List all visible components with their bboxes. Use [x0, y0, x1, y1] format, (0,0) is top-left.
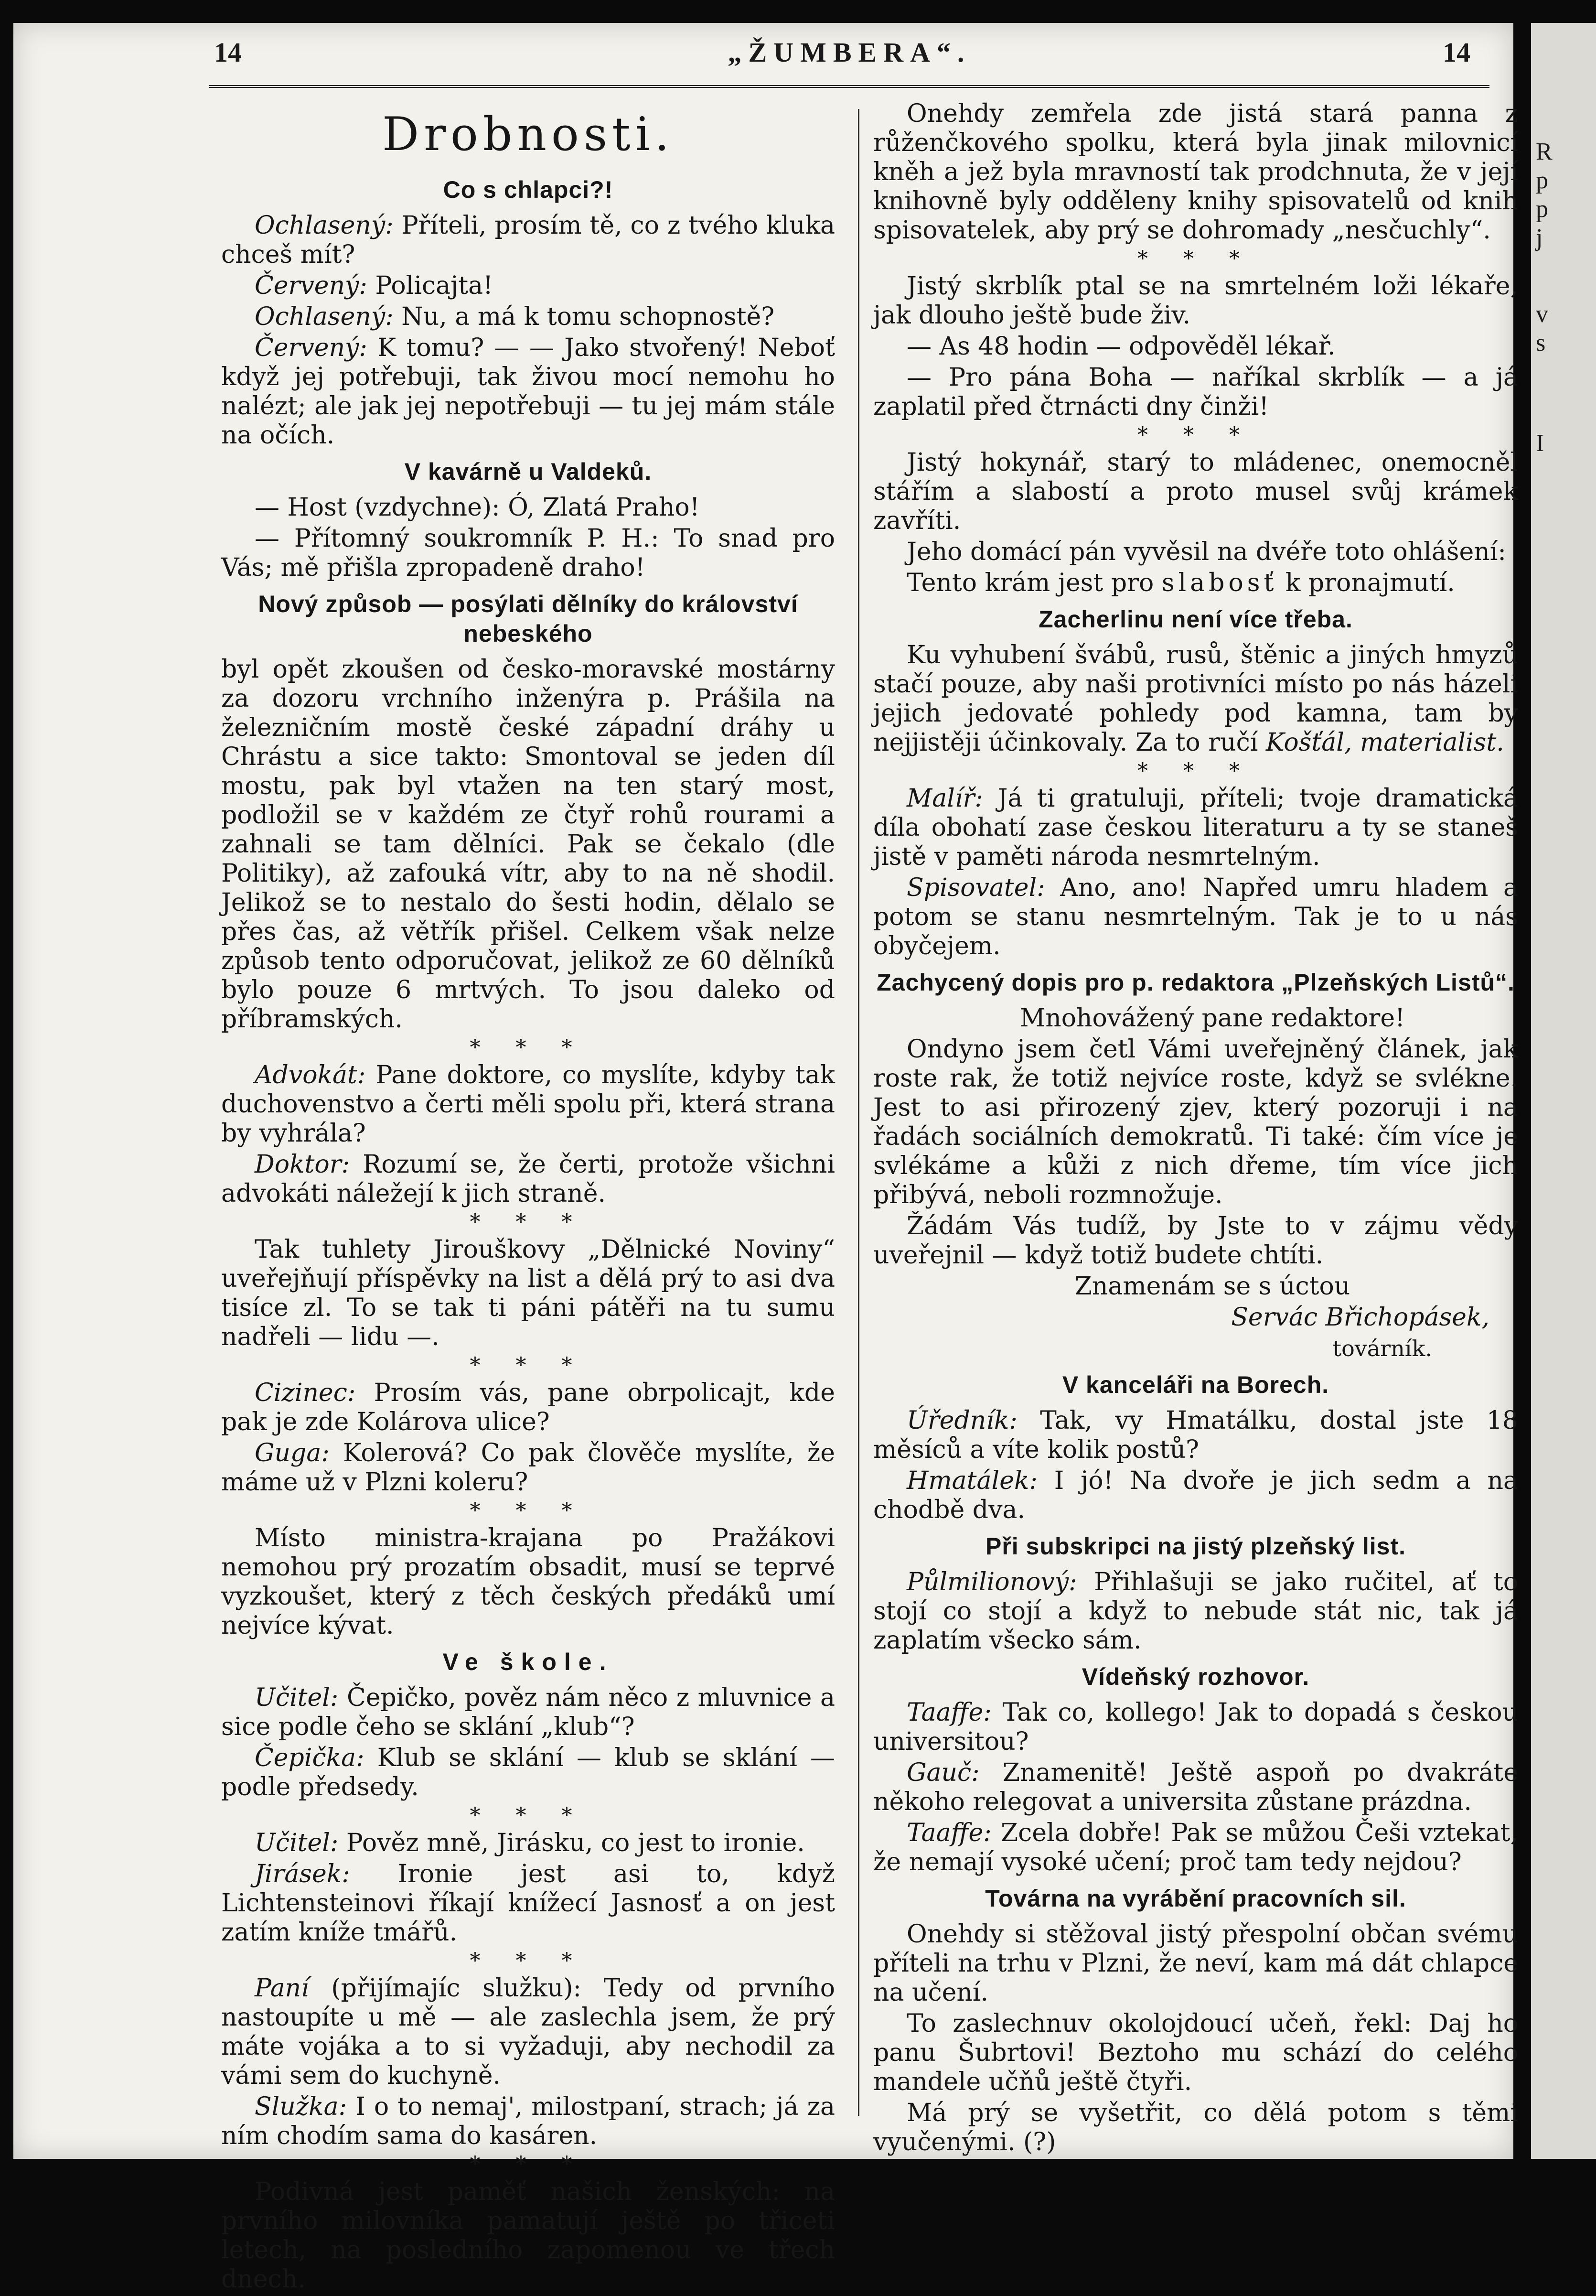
paragraph: Místo ministra-krajana po Pražákovi nemohou prý prozatím obsadit, musí se teprvé vyzkoušet, který z těch českých předáků umí nejvíce kývat. [221, 1524, 835, 1640]
page-number-right: 14 [1443, 37, 1470, 68]
speaker: Červený: [255, 271, 367, 300]
dialogue-line: Malíř: Já ti gratuluji, příteli; tvoje dramatická díla obohatí zase českou literaturu a ty se staneš jistě v paměti národa nesmrtelným. [873, 784, 1518, 871]
separator-stars: * * * [470, 1949, 587, 1973]
article-heading: Nový způsob — posýlati dělníky do království nebeského [258, 591, 798, 647]
dialogue-line: Ochlasený: Příteli, prosím tě, co z tvého kluka chceš mít? [221, 211, 835, 269]
separator-stars: * * * [470, 1803, 587, 1828]
separator-stars: * * * [1137, 759, 1254, 783]
article-heading: V kanceláři na Borech. [1062, 1371, 1329, 1398]
dialogue-line: Půlmilionový: Přihlašuji se jako ručitel, ať to stojí co stojí a když to nebude stát nic, tak já zaplatím všecko sám. [873, 1568, 1518, 1655]
separator-stars: * * * [1137, 423, 1254, 447]
dialogue-line: Hmatálek: I jó! Na dvoře je jich sedm a na chodbě dva. [873, 1466, 1518, 1524]
speaker: Ochlasený: [255, 211, 394, 240]
speaker: Půlmilionový: [907, 1568, 1077, 1596]
paragraph: Žádám Vás tudíž, by Jste to v zájmu vědy uveřejnil — když totiž budete chtíti. [873, 1212, 1518, 1270]
dialogue-line: Advokát: Pane doktore, co myslíte, kdyby tak duchovenstvo a čerti měli spolu při, která strana by vyhrála? [221, 1061, 835, 1148]
newspaper-page [13, 23, 1518, 2294]
speaker: Čepička: [255, 1744, 364, 1772]
paragraph: — Pro pána Boha — naříkal skrblík — a já zaplatil před čtrnácti dny činži! [873, 363, 1518, 421]
speaker: Služka: [255, 2092, 347, 2121]
dialogue-line: Spisovatel: Ano, ano! Napřed umru hladem a potom se stanu nesmrtelným. Tak je to u nás obyčejem. [873, 873, 1518, 960]
paragraph: Ondyno jsem četl Vámi uveřejněný článek, jak roste rak, že totiž nejvíce roste, když se svlékne. Jest to asi přirozený zjev, který pozoruji i na řadách sociálních demokratů. Ti také: čím více je svlékáme a kůži z nich dřeme, tím více jich přibývá, neboli rozmnožuje. [873, 1035, 1518, 1209]
edge-letter: p [1536, 167, 1548, 194]
dialogue-line: Guga: Kolerová? Co pak člověče myslíte, že máme už v Plzni koleru? [221, 1439, 835, 1497]
edge-letter: p [1536, 195, 1548, 223]
speaker: Učitel: [255, 1683, 339, 1712]
paragraph: Ku vyhubení švábů, rusů, štěnic a jiných hmyzů stačí pouze, aby naši protivníci místo po nás házeli jejich jedovaté pohledy pod kamna, tam by nejjistěji účinkovaly. Za to ručí Košťál, materialist. [873, 641, 1518, 757]
speaker: Doktor: [255, 1150, 350, 1179]
paragraph: Tento krám jest pro slabosť k pronajmutí. [907, 569, 1455, 597]
dialogue-line: Paní (přijímajíc služku): Tedy od prvního nastoupíte u mě — ale zaslechla jsem, že prý máte vojáka a to si vyžaduji, aby nechodil za vámi sem do kuchyně. [221, 1974, 835, 2090]
separator-stars: * * * [470, 1035, 587, 1060]
dialogue-line: Taaffe: Tak co, kollego! Jak to dopadá s českou universitou? [873, 1698, 1518, 1756]
signature: Košťál, materialist. [1265, 728, 1504, 757]
speaker: Taaffe: [907, 1698, 992, 1727]
speaker: Gauč: [907, 1758, 980, 1787]
separator-stars: * * * [470, 1210, 587, 1234]
page-number-left: 14 [214, 37, 242, 68]
section-title: Drobnosti. [382, 108, 674, 161]
edge-letter: j [1536, 224, 1543, 251]
dialogue-line: Jirásek: Ironie jest asi to, když Lichtensteinovi říkají knížecí Jasnosť a on jest zatím kníže tmářů. [221, 1860, 835, 1947]
article-heading: V kavárně u Valdeků. [404, 458, 652, 485]
dialogue-line: Čepička: Klub se sklání — klub se sklání — podle předsedy. [221, 1744, 835, 1801]
signature: Servác Břichopásek, [1231, 1303, 1489, 1332]
speaker: Spisovatel: [907, 873, 1045, 902]
speaker: Ochlasený: [255, 302, 394, 331]
edge-letter: R [1536, 138, 1553, 165]
paragraph: Jistý hokynář, starý to mládenec, onemocněl stářím a slabostí a proto musel svůj krámek zavříti. [873, 448, 1518, 535]
paragraph: — Přítomný soukromník P. H.: To snad pro Vás; mě přišla zpropadeně draho! [221, 524, 835, 582]
speaker: Hmatálek: [907, 1466, 1038, 1495]
dialogue-line: Gauč: Znamenitě! Ještě aspoň po dvakráte někoho relegovat a universita zůstane prázdna. [873, 1758, 1518, 1816]
speaker: Guga: [255, 1439, 330, 1467]
paragraph: Tak tuhlety Jirouškovy „Dělnické Noviny“ uveřejňují příspěvky na list a dělá prý to asi dva tisíce zl. To se tak ti páni pátěři na tu sumu nadřeli — lidu —. [221, 1235, 835, 1351]
paragraph: Má prý se vyšetřit, co dělá potom s těmi vyučenými. (?) [873, 2099, 1518, 2156]
dialogue-line: Cizinec: Prosím vás, pane obrpolicajt, kde pak je zde Kolárova ulice? [221, 1379, 835, 1436]
spaced-word: slabosť [1161, 569, 1278, 597]
paragraph: byl opět zkoušen od česko-moravské mostárny za dozoru vrchního inženýra p. Prášila na železničním mostě české západní dráhy u Chrástu a sice takto: Smontoval se jeden díl mostu, pak byl vtažen na ten starý most, podložil se v každém ze čtyř rohů rourami a zahnali se tam dělníci. Pak se čekalo (dle Politiky), až zafouká vítr, aby to na ně shodil. Jelikož se to nestalo do šesti hodin, dělalo se přes čas, až větřík přišel. Celkem však nelze způsob tento odporučovat, jelikož ze 60 dělníků bylo pouze 6 mrtvých. To jsou daleko od příbramských. [221, 655, 835, 1034]
separator-stars: * * * [470, 2152, 587, 2177]
dialogue-line: Červený: K tomu? — — Jako stvořený! Neboť když jej potřebuji, tak živou mocí nemohu ho nalézt; ale jak jej nepotřebuji — tu jej mám stále na očích. [221, 334, 835, 450]
article-heading: Továrna na vyrábění pracovních sil. [985, 1885, 1406, 1912]
right-column [873, 99, 1518, 2159]
dialogue-line: Služka: I o to nemaj', milostpaní, strach; já za ním chodím sama do kasáren. [221, 2092, 835, 2150]
adjacent-page-edge [1531, 23, 1596, 2159]
separator-stars: * * * [470, 1498, 587, 1523]
speaker: Učitel: [255, 1829, 339, 1857]
speaker: Paní [255, 1974, 309, 2003]
article-heading: Zacherlinu není více třeba. [1039, 606, 1353, 633]
speaker: Malíř: [907, 784, 983, 813]
dialogue-line: Taaffe: Zcela dobře! Pak se můžou Češi vztekat, že nemají vysoké učení; proč tam tedy nejdou? [873, 1819, 1518, 1876]
article-heading: Ve škole. [442, 1649, 614, 1675]
dialogue-line: Učitel: Čepičko, pověz nám něco z mluvnice a sice podle čeho se sklání „klub“? [221, 1683, 835, 1741]
dialogue-line: Ochlasený: Nu, a má k tomu schopnostě? [255, 302, 775, 331]
speaker: Cizinec: [255, 1379, 356, 1407]
paragraph: Onehdy zemřela zde jistá stará panna z růženčkového spolku, která byla jinak milovnicí kněh a jež byla mravností tak prodchnuta, že v její knihovně byly odděleny knihy spisovatelů od knih spisovatelek, aby prý se dohromady „nesčuchly“. [873, 99, 1518, 245]
article-heading: Vídeňský rozhovor. [1082, 1663, 1310, 1690]
dialogue-line: Učitel: Pověz mně, Jirásku, co jest to ironie. [255, 1829, 805, 1857]
edge-letter: s [1536, 329, 1546, 356]
dialogue-line: Doktor: Rozumí se, že čerti, protože všichni advokáti náležejí k jich straně. [221, 1150, 835, 1208]
dialogue-line: Červený: Policajta! [255, 271, 493, 300]
greeting: Mnohovážený pane redaktore! [1019, 1004, 1405, 1033]
closing: Znamenám se s úctou [1074, 1272, 1350, 1301]
paragraph: — As 48 hodin — odpověděl lékař. [907, 332, 1336, 361]
article-heading: Zachycený dopis pro p. redaktora „Plzeňských Listů“. [877, 969, 1515, 996]
column-divider [858, 109, 859, 2116]
speaker: Červený: [255, 334, 367, 362]
dialogue-line: Úředník: Tak, vy Hmatálku, dostal jste 18 měsíců a víte kolik postů? [873, 1406, 1518, 1464]
paragraph: — Host (vzdychne): Ó, Zlatá Praho! [255, 493, 700, 522]
signature-title: továrník. [1332, 1336, 1432, 1361]
article-heading: Co s chlapci?! [443, 176, 613, 203]
article-heading: Při subskripci na jistý plzeňský list. [985, 1533, 1406, 1560]
speaker: Advokát: [255, 1061, 366, 1089]
newspaper-title: „ŽUMBERA“. [728, 37, 971, 68]
edge-letter: v [1536, 301, 1548, 328]
page-header [209, 32, 1489, 88]
paragraph: Podivná jest paměť našich ženských: na prvního milovníka pamatují ještě po třiceti letech, na posledního zapomenou ve třech dnech. [221, 2177, 835, 2294]
separator-stars: * * * [1137, 247, 1254, 271]
left-column [221, 99, 835, 2296]
separator-stars: * * * [470, 1353, 587, 1378]
paragraph: Onehdy si stěžoval jistý přespolní občan svému příteli na trhu v Plzni, že neví, kam má dát chlapce na učení. [873, 1920, 1518, 2007]
paragraph: To zaslechnuv okolojdoucí učeň, řekl: Daj ho panu Šubrtovi! Beztoho mu schází do celého mandele učňů ještě čtyři. [873, 2009, 1518, 2096]
paragraph: Jeho domácí pán vyvěsil na dvéře toto ohlášení: [907, 538, 1506, 566]
paragraph: Jistý skrblík ptal se na smrtelném loži lékaře, jak dlouho ještě bude živ. [873, 272, 1518, 330]
speaker: Úředník: [907, 1406, 1018, 1435]
speaker: Taaffe: [907, 1819, 992, 1847]
edge-letter: I [1536, 430, 1544, 457]
speaker: Jirásek: [255, 1860, 350, 1888]
